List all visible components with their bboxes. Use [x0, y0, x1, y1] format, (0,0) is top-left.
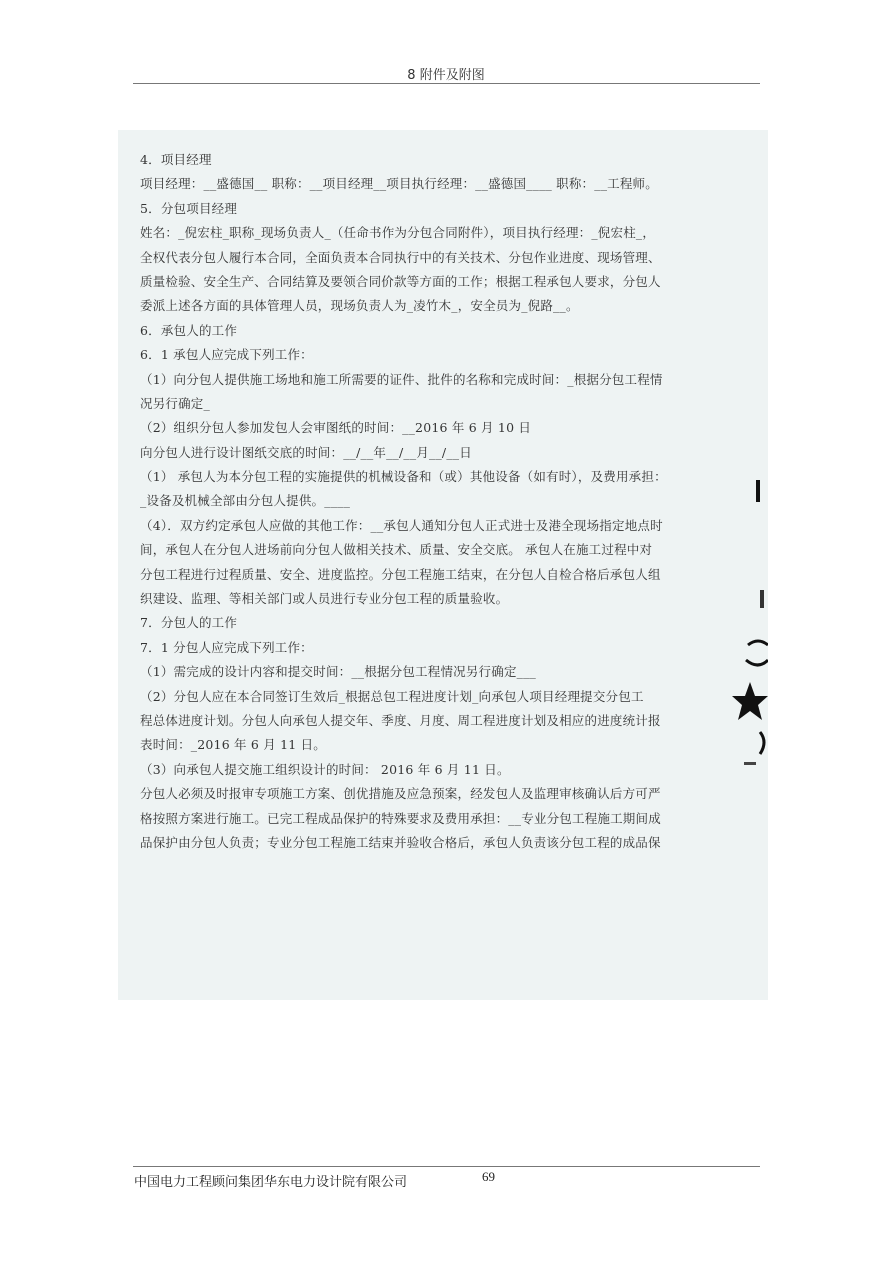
- doc-line: 4．项目经理: [140, 152, 212, 167]
- doc-line: 7．1 分包人应完成下列工作：: [140, 639, 313, 655]
- doc-line: 织建设、监理、等相关部门或人员进行专业分包工程的质量验收。: [140, 591, 509, 607]
- doc-line: 7．分包人的工作: [140, 615, 238, 631]
- doc-line: 分包人必须及时报审专项施工方案、创优措施及应急预案，经发包人及监理审核确认后方可严: [140, 786, 661, 802]
- doc-line: 分包工程进行过程质量、安全、进度监控。分包工程施工结束，在分包人自检合格后承包人组: [140, 566, 661, 582]
- doc-line: 表时间：_2016 年 6 月 11 日。: [140, 737, 326, 753]
- header-divider: [133, 83, 760, 84]
- doc-line: 品保护由分包人负责；专业分包工程施工结束并验收合格后，承包人负责该分包工程的成品保: [140, 834, 661, 850]
- doc-line: 5．分包项目经理: [140, 200, 238, 216]
- doc-line: 向分包人进行设计图纸交底的时间：__/__年__/__月__/__日: [140, 444, 472, 460]
- doc-line: （4）．双方约定承包人应做的其他工作：__承包人通知分包人正式进士及港全现场指定地点时: [140, 517, 663, 533]
- doc-line: （1）需完成的设计内容和提交时间：__根据分包工程情况另行确定___: [140, 664, 537, 680]
- doc-line: （3）向承包人提交施工组织设计的时间： 2016 年 6 月 11 日。: [140, 761, 510, 777]
- doc-line: 姓名：_倪宏柱_职称_现场负责人_（任命书作为分包合同附件），项目执行经理：_倪宏柱_，: [140, 225, 656, 241]
- page-number: 69: [482, 1169, 495, 1184]
- doc-line: 间，承包人在分包人进场前向分包人做相关技术、质量、安全交底。 承包人在施工过程中对: [140, 542, 653, 558]
- doc-line: 委派上述各方面的具体管理人员，现场负责人为_凌竹木_，安全员为_倪路__。: [140, 298, 579, 314]
- doc-line: （2）组织分包人参加发包人会审图纸的时间：__2016 年 6 月 10 日: [140, 420, 532, 436]
- doc-line: 程总体进度计划。分包人向承包人提交年、季度、月度、周工程进度计划及相应的进度统计报: [140, 712, 661, 728]
- seal-fragment-icon: [730, 470, 768, 920]
- doc-line: 全权代表分包人履行本合同，全面负责本合同执行中的有关技术、分包作业进度、现场管理、: [140, 249, 661, 265]
- footer-divider: [133, 1166, 760, 1167]
- page-header-title: 8 附件及附图: [407, 68, 485, 83]
- doc-line: 质量检验、安全生产、合同结算及要领合同价款等方面的工作；根据工程承包人要求，分包人: [140, 273, 661, 289]
- doc-line: 项目经理：__盛德国__ 职称：__项目经理__项目执行经理：__盛德国____ 职称：__工程师。: [140, 176, 658, 192]
- doc-line: （2）分包人应在本合同签订生效后_根据总包工程进度计划_向承包人项目经理提交分包工: [140, 688, 644, 704]
- document-body: [140, 148, 745, 855]
- doc-line: 6．承包人的工作: [140, 322, 238, 338]
- doc-line: 况另行确定_: [140, 395, 210, 411]
- doc-line: 6．1 承包人应完成下列工作：: [140, 347, 313, 363]
- doc-line: （1） 承包人为本分包工程的实施提供的机械设备和（或）其他设备（如有时），及费用承担：: [140, 469, 667, 485]
- doc-line: _设备及机械全部由分包人提供。____: [140, 493, 351, 509]
- scanned-document-page: [118, 130, 768, 1000]
- footer-organization: 中国电力工程顾问集团华东电力设计院有限公司: [134, 1175, 408, 1190]
- doc-line: 格按照方案进行施工。已完工程成品保护的特殊要求及费用承担：__专业分包工程施工期间成: [140, 810, 661, 826]
- doc-line: （1）向分包人提供施工场地和施工所需要的证件、批件的名称和完成时间：_根据分包工程情: [140, 371, 663, 387]
